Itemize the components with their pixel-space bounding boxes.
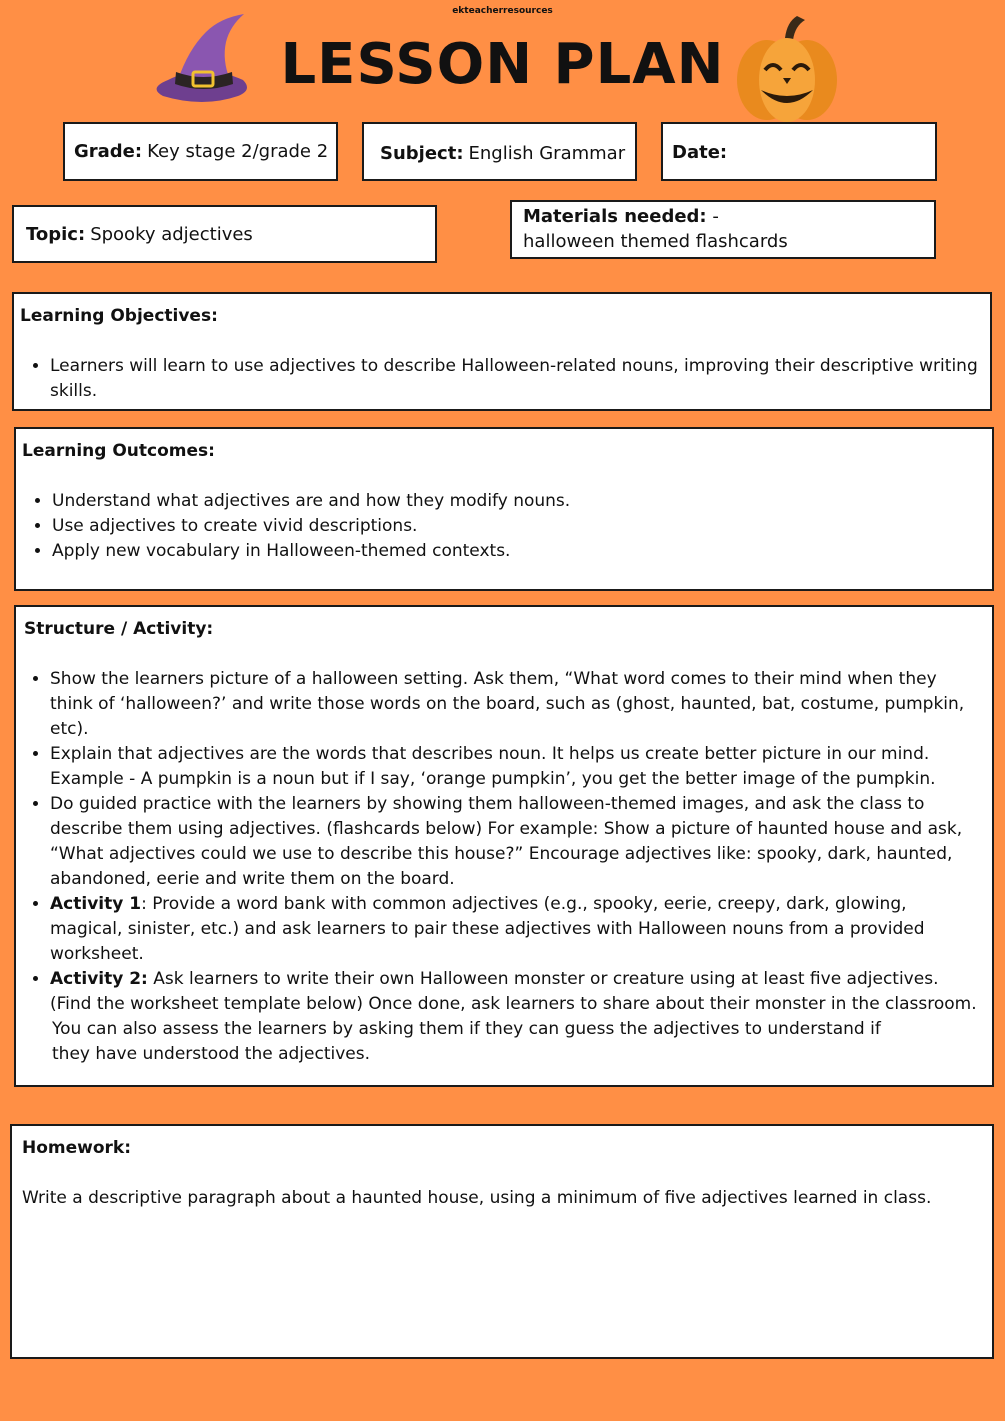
structure-list [24, 667, 980, 1067]
list-item [50, 892, 980, 967]
topic-value: Spooky adjectives [90, 223, 253, 245]
homework-text: Write a descriptive paragraph about a haunted house, using a minimum of five adjectives learned in class. [22, 1188, 932, 1208]
activity-1-text: : Provide a word bank with common adjectives (e.g., spooky, eerie, creepy, dark, glowing, magical, sinister, etc.) and ask learners to pair these adjectives with Halloween nouns from a provided worksheet. [50, 894, 925, 964]
list-item [50, 967, 980, 1067]
subject-value: English Grammar [468, 143, 626, 164]
date-field [661, 122, 937, 181]
objectives-heading: Learning Objectives: [20, 306, 218, 326]
subject-field [362, 122, 637, 181]
outcomes-heading: Learning Outcomes: [22, 441, 215, 461]
materials-field [510, 200, 936, 259]
grade-field [63, 122, 338, 181]
materials-suffix: - [712, 206, 719, 227]
objectives-panel [12, 292, 992, 411]
list-item: • Show the learners picture of a halloween setting. Ask them, “What word comes to their mind when they think of ‘halloween?’ and write those words on the board, such as (ghost, haunted, bat, costume, pumpkin, etc). [50, 667, 980, 742]
activity-2-label: Activity 2: [50, 969, 148, 989]
outcomes-list [22, 489, 980, 564]
materials-value: halloween themed flashcards [523, 231, 788, 252]
topic-label: Topic: [26, 223, 86, 245]
grade-label: Grade: [74, 141, 143, 162]
subject-label: Subject: [380, 143, 464, 164]
materials-label: Materials needed: [523, 206, 707, 227]
homework-panel [10, 1124, 994, 1359]
list-item: • Learners will learn to use adjectives to describe Halloween-related nouns, improving their descriptive writing skills. [50, 354, 978, 404]
list-item: • Understand what adjectives are and how they modify nouns. [52, 489, 980, 514]
date-label: Date: [672, 142, 728, 163]
list-item: • Use adjectives to create vivid descriptions. [52, 514, 980, 539]
homework-heading: Homework: [22, 1138, 132, 1158]
brand-label: ekteacherresources [452, 6, 553, 16]
list-item: • Do guided practice with the learners by showing them halloween-themed images, and ask the class to describe them using adjectives. (flashcards below) For example: Show a picture of haunted house and ask, “What adjectives could we use to describe this house?” Encourage adjectives like: spooky, dark, haunted, abandoned, eerie and write them on the board. [50, 792, 980, 892]
topic-field [12, 205, 437, 263]
structure-panel [14, 605, 994, 1087]
list-item: • Apply new vocabulary in Halloween-themed contexts. [52, 539, 980, 564]
activity-2-extra: You can also assess the learners by asking them if they can guess the adjectives to understand if they have understood the adjectives. [52, 1019, 881, 1064]
grade-value: Key stage 2/grade 2 [147, 141, 329, 162]
page-title: LESSON PLAN [280, 32, 725, 97]
activity-1-label: Activity 1 [50, 894, 142, 914]
structure-heading: Structure / Activity: [24, 619, 214, 639]
activity-2-text: Ask learners to write their own Halloween monster or creature using at least five adjectives. (Find the worksheet template below) Once done, ask learners to share about their monster in the classroom. [50, 969, 977, 1014]
objectives-list [20, 354, 978, 404]
jack-o-lantern-icon [735, 12, 839, 124]
list-item: • Explain that adjectives are the words that describes noun. It helps us create better picture in our mind. Example - A pumpkin is a noun but if I say, ‘orange pumpkin’, you get the better image of the pumpkin. [50, 742, 980, 792]
outcomes-panel [14, 427, 994, 591]
